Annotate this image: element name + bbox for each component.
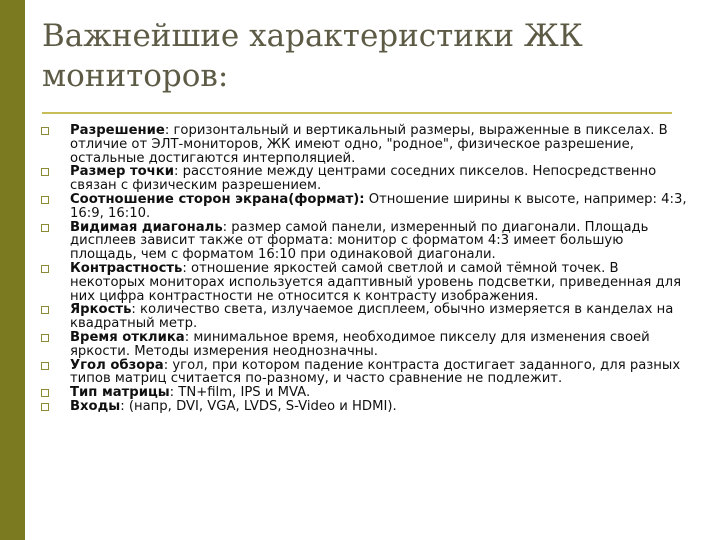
bullet-text: : угол, при котором падение контраста достигает заданного, для разных типов матриц считается по-разному, и часто сравнение не подлежит.: [70, 357, 681, 387]
bullet-term: Яркость: [70, 302, 132, 318]
bullet-term: Тип матрицы: [70, 385, 170, 401]
square-bullet-icon: [41, 403, 49, 411]
bullet-item-resolution: [40, 124, 690, 165]
square-bullet-icon: [41, 127, 49, 135]
side-accent-bar: [0, 0, 25, 540]
square-bullet-icon: [41, 306, 49, 314]
bullet-term: Разрешение: [70, 123, 165, 138]
bullet-term: Видимая диагональ: [70, 219, 223, 235]
slide-title-line-2: мониторов:: [42, 58, 229, 94]
bullet-item-response-time: [40, 331, 690, 359]
bullet-term: Время отклика: [70, 329, 185, 345]
bullet-text: : размер самой панели, измеренный по диагонали. Площадь дисплеев зависит также от формата: монитор с форматом 4:3 имеет большую площадь, чем с форматом 16:10 при одинаковой диагонали.: [70, 219, 649, 263]
title-divider: [42, 112, 672, 114]
bullet-term: Контрастность: [70, 260, 183, 276]
bullet-item-dot-pitch: [40, 165, 690, 193]
bullet-item-brightness: [40, 303, 690, 331]
bullet-item-aspect-ratio: [40, 193, 690, 221]
square-bullet-icon: [41, 224, 49, 232]
bullet-item-viewing-angle: [40, 359, 690, 387]
bullet-term: Размер точки: [70, 164, 174, 180]
bullet-item-diagonal: [40, 221, 690, 262]
bullet-item-matrix-type: [40, 386, 690, 400]
square-bullet-icon: [41, 168, 49, 176]
bullet-term: Угол обзора: [70, 357, 164, 373]
slide-title-line-1: Важнейшие характеристики ЖК: [42, 18, 583, 54]
bullet-text: Отношение ширины к высоте, например: 4:3, 16:9, 16:10.: [70, 191, 687, 221]
bullet-term: Соотношение сторон экрана(формат):: [70, 191, 365, 207]
bullet-term: Входы: [70, 398, 121, 414]
square-bullet-icon: [41, 265, 49, 273]
square-bullet-icon: [41, 362, 49, 370]
slide-title: [42, 16, 682, 96]
bullet-text: : горизонтальный и вертикальный размеры, выраженные в пикселах. В отличие от ЭЛТ-мониторов, ЖК имеют одно, "родное", физическое разрешение, остальные достигаются интерполяцией.: [70, 123, 668, 166]
bullet-text: : отношение яркостей самой светлой и самой тёмной точек. В некоторых мониторах используется адаптивный уровень подсветки, приведенная для них цифра контрастности не относится к контрасту изображения.: [70, 260, 682, 304]
bullet-item-inputs: [40, 400, 690, 414]
bullet-text: : количество света, излучаемое дисплеем, обычно измеряется в канделах на квадратный метр.: [70, 302, 674, 332]
bullet-item-contrast: [40, 262, 690, 303]
bullet-text: : (напр, DVI, VGA, LVDS, S-Video и HDMI).: [120, 398, 397, 414]
bullet-list: [40, 124, 690, 414]
bullet-text: : минимальное время, необходимое пикселу для изменения своей яркости. Методы измерения неоднозначны.: [70, 329, 650, 359]
bullet-text: : TN+film, IPS и MVA.: [169, 385, 311, 401]
square-bullet-icon: [41, 334, 49, 342]
bullet-text: : расстояние между центрами соседних пикселов. Непосредственно связан с физическим разрешением.: [70, 164, 657, 194]
square-bullet-icon: [41, 389, 49, 397]
square-bullet-icon: [41, 196, 49, 204]
